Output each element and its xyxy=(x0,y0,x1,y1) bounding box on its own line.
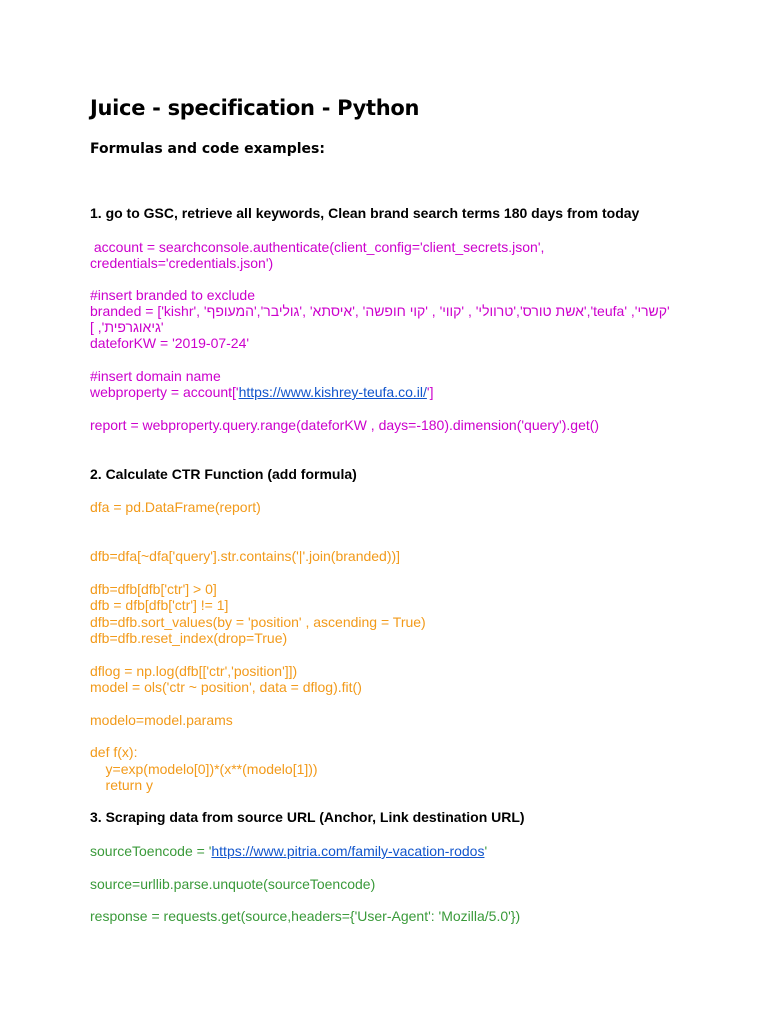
code-model: model = ols('ctr ~ position', data = dflog).fit() xyxy=(90,679,362,695)
code-modelo: modelo=model.params xyxy=(90,712,233,728)
code-dfa: dfa = pd.DataFrame(report) xyxy=(90,499,261,515)
code-comment-branded: #insert branded to exclude xyxy=(90,287,255,303)
code-dfb-ctr-not-one: dfb = dfb[dfb['ctr'] != 1] xyxy=(90,597,229,613)
code-dfb-sort: dfb=dfb.sort_values(by = 'position' , ascending = True) xyxy=(90,614,426,630)
code-branded-line2 xyxy=(90,319,164,335)
webproperty-prefix: webproperty = account[' xyxy=(90,384,239,400)
code-account-line1: account = searchconsole.authenticate(client_config='client_secrets.json', xyxy=(90,239,545,255)
code-unquote: source=urllib.parse.unquote(sourceToencode) xyxy=(90,876,376,892)
code-dfb-reset: dfb=dfb.reset_index(drop=True) xyxy=(90,630,288,646)
branded-items-continued: 'גיאוגרפית', ] xyxy=(90,319,164,335)
branded-prefix: branded = [ xyxy=(90,303,162,319)
document-title: Juice - specification - Python xyxy=(90,96,420,120)
code-def-body-return: return y xyxy=(90,777,154,793)
code-account-line2: credentials='credentials.json') xyxy=(90,255,274,271)
branded-items: 'קשרי', 'teufa','אשת טורס','טרוולי' , 'קווי' , 'קוי חופשה' ,'איסתא' ,'גוליבר','המעופף' ,'kishr' xyxy=(161,303,670,319)
code-def-body-y: y=exp(modelo[0])*(x**(modelo[1])) xyxy=(90,761,318,777)
code-source-to-encode xyxy=(90,843,487,859)
source-prefix: sourceToencode = ' xyxy=(90,843,212,859)
code-datefor: dateforKW = '2019-07-24' xyxy=(90,335,250,351)
code-branded-line1 xyxy=(90,303,670,319)
document-subtitle: Formulas and code examples: xyxy=(90,141,325,157)
code-webproperty xyxy=(90,384,433,400)
webproperty-suffix: '] xyxy=(426,384,434,400)
section2-heading: 2. Calculate CTR Function (add formula) xyxy=(90,466,357,482)
code-dfb-filter: dfb=dfa[~dfa['query'].str.contains('|'.join(branded))] xyxy=(90,548,401,564)
code-def: def f(x): xyxy=(90,744,138,760)
source-suffix: ' xyxy=(484,843,488,859)
code-comment-domain: #insert domain name xyxy=(90,368,221,384)
section3-heading: 3. Scraping data from source URL (Anchor, Link destination URL) xyxy=(90,809,525,825)
section1-heading: 1. go to GSC, retrieve all keywords, Clean brand search terms 180 days from today xyxy=(90,205,640,221)
code-response: response = requests.get(source,headers={'User-Agent': 'Mozilla/5.0'}) xyxy=(90,908,521,924)
code-dflog: dflog = np.log(dfb[['ctr','position']]) xyxy=(90,663,298,679)
code-dfb-ctr-positive: dfb=dfb[dfb['ctr'] > 0] xyxy=(90,581,217,597)
pitria-link[interactable]: https://www.pitria.com/family-vacation-rodos xyxy=(211,843,485,859)
kishrey-teufa-link[interactable]: https://www.kishrey-teufa.co.il/ xyxy=(238,384,427,400)
code-report: report = webproperty.query.range(dateforKW , days=-180).dimension('query').get() xyxy=(90,417,600,433)
